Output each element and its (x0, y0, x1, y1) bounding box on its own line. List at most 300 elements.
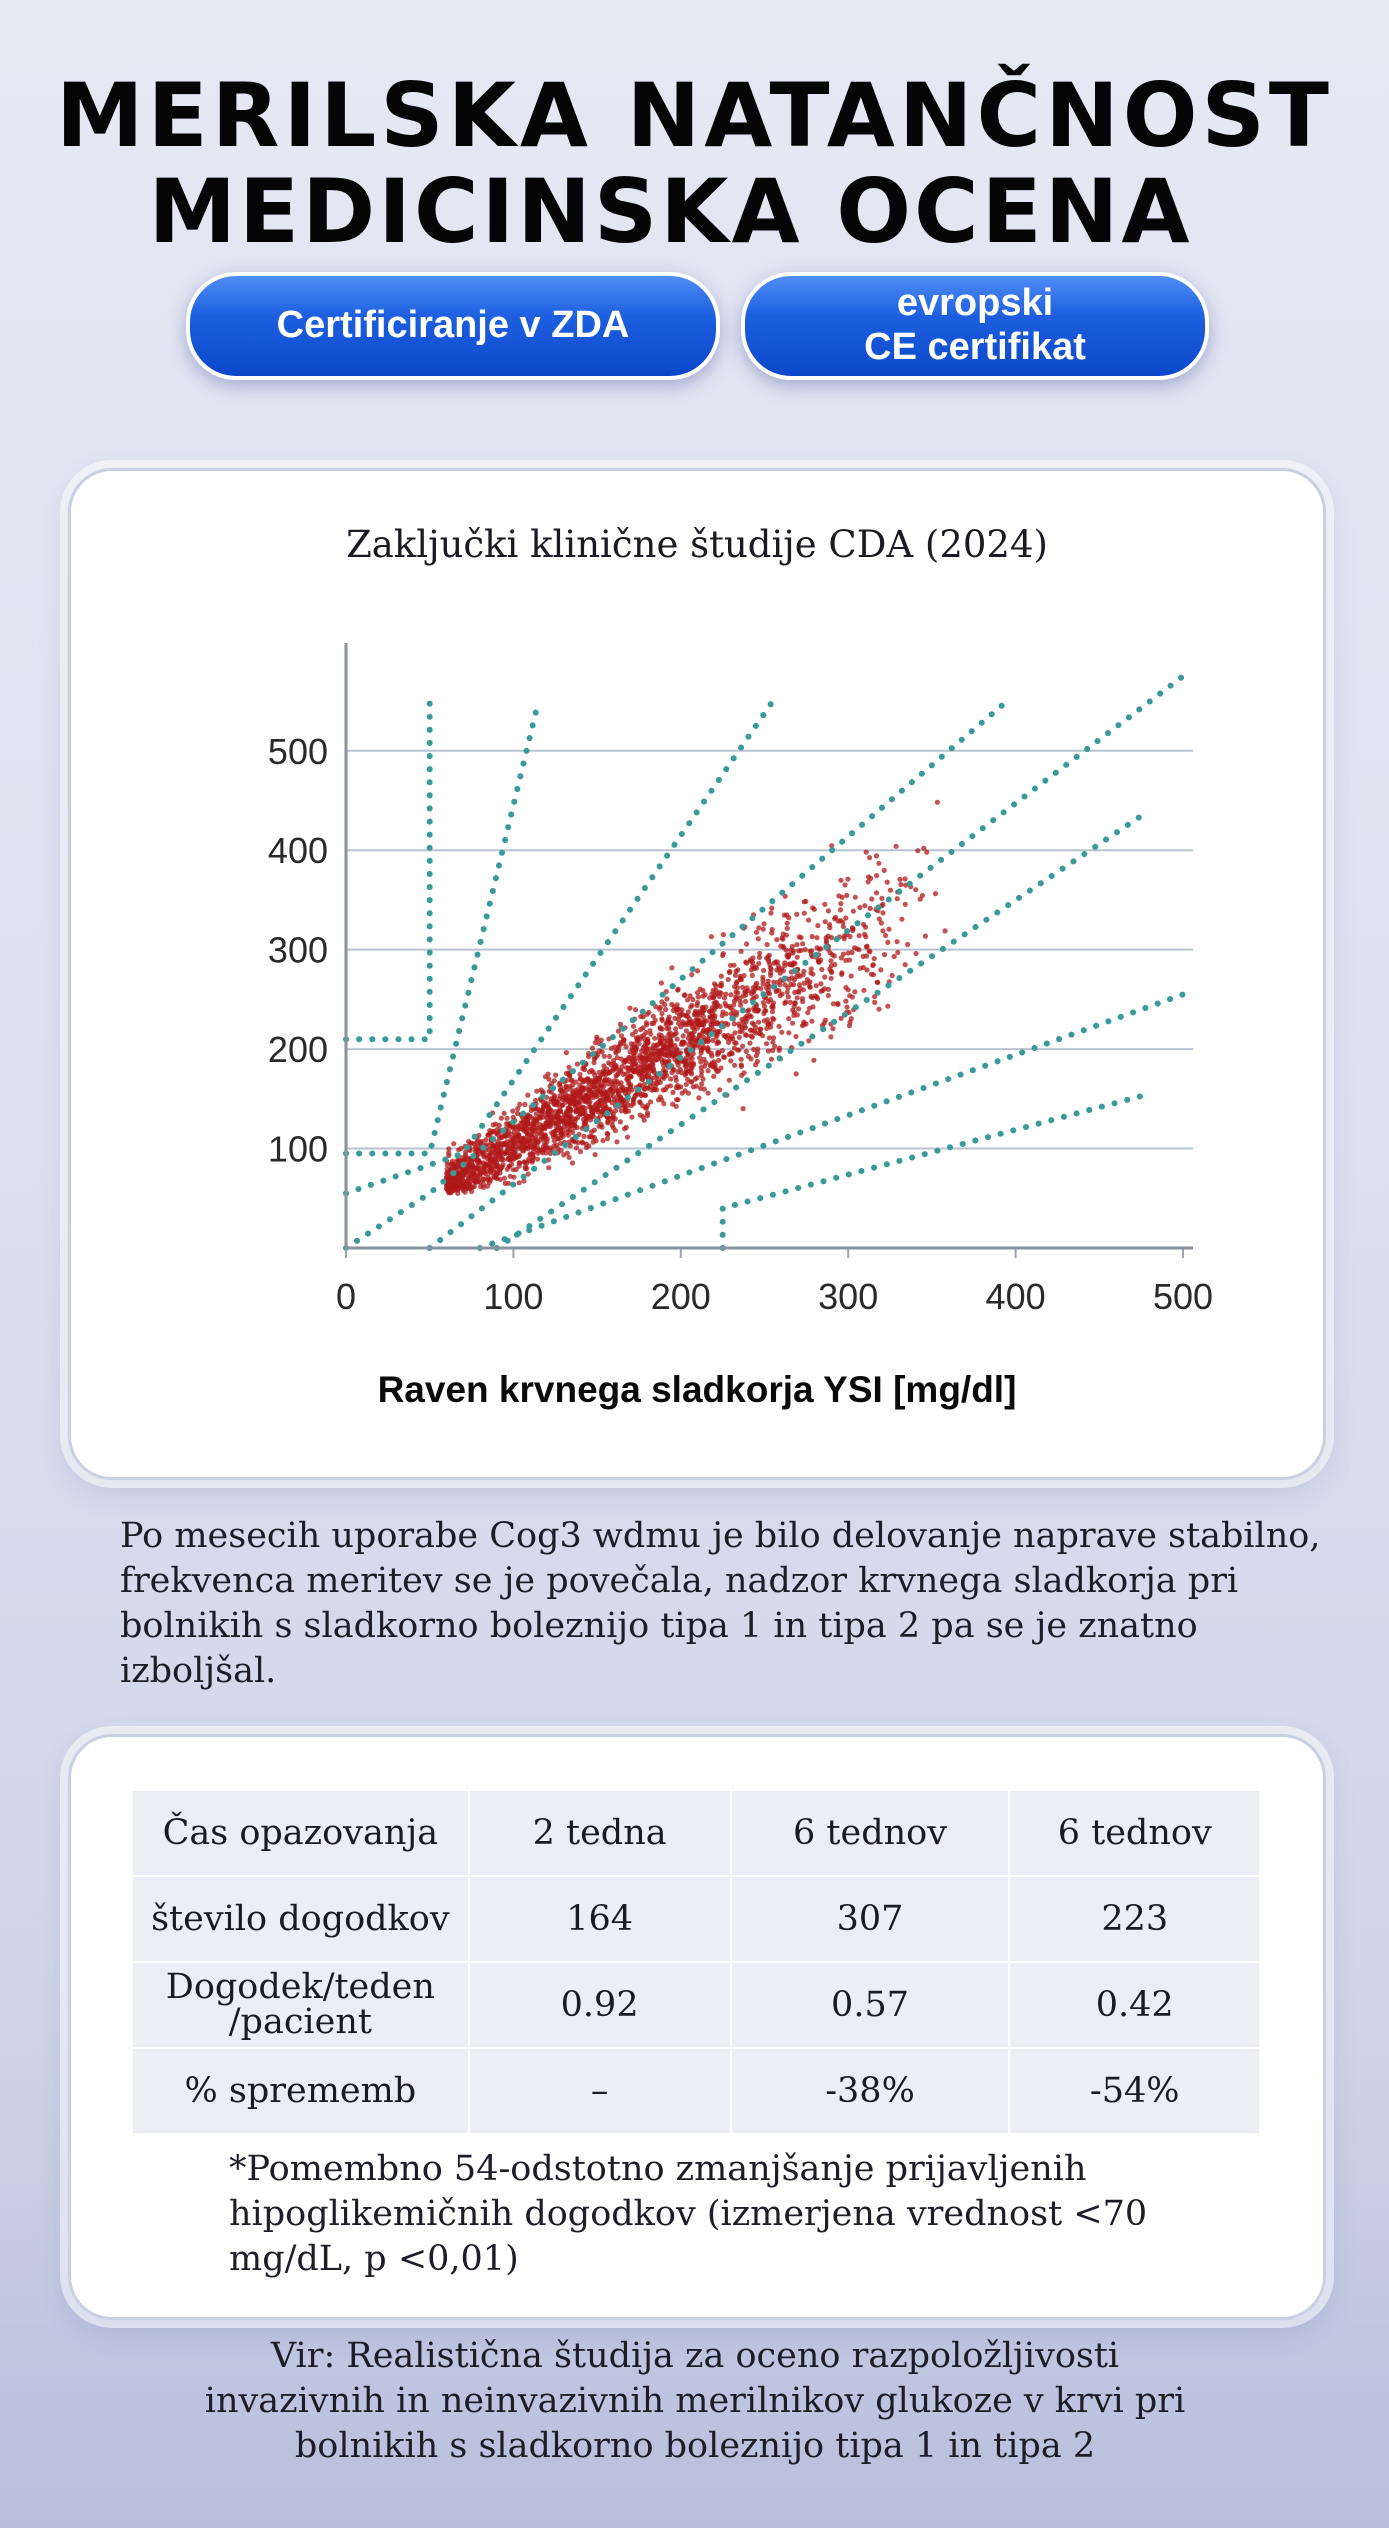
data-point (765, 982, 770, 987)
data-point (810, 972, 815, 977)
data-point (826, 934, 831, 939)
data-point (535, 1157, 540, 1162)
data-point (839, 972, 844, 977)
data-point (674, 1048, 679, 1053)
data-point (743, 960, 748, 965)
data-point (829, 969, 834, 974)
data-point (602, 1054, 607, 1059)
data-point (844, 893, 849, 898)
data-point (674, 1078, 679, 1083)
data-point (590, 1046, 595, 1051)
data-point (546, 1072, 551, 1077)
data-point (626, 1082, 631, 1087)
data-point (644, 1074, 649, 1079)
data-point (739, 949, 744, 954)
data-point (601, 1071, 606, 1076)
data-point (788, 948, 793, 953)
data-point (462, 1190, 467, 1195)
data-point (711, 988, 716, 993)
data-point (468, 1140, 473, 1145)
data-point (596, 1124, 601, 1129)
data-point (732, 984, 737, 989)
data-point (852, 989, 857, 994)
data-point (865, 944, 870, 949)
data-point (480, 1165, 485, 1170)
data-point (611, 1061, 616, 1066)
data-point (568, 1084, 573, 1089)
data-point (835, 1002, 840, 1007)
data-point (689, 1071, 694, 1076)
data-point (828, 958, 833, 963)
data-point (765, 942, 770, 947)
data-point (522, 1102, 527, 1107)
data-point (744, 1049, 749, 1054)
data-point (598, 1113, 603, 1118)
table-cell: 0.92 (469, 1962, 731, 2048)
data-point (518, 1120, 523, 1125)
data-point (625, 1135, 630, 1140)
data-point (697, 1055, 702, 1060)
data-point (756, 925, 761, 930)
data-point (792, 990, 797, 995)
data-point (657, 1050, 662, 1055)
ce-certification-badge: evropski CE certifikat (741, 272, 1209, 380)
data-point (768, 911, 773, 916)
row-header-cell: Dogodek/teden /pacient (132, 1962, 469, 2048)
data-point (502, 1141, 507, 1146)
data-point (537, 1130, 542, 1135)
data-point (796, 1006, 801, 1011)
data-point (591, 1084, 596, 1089)
data-point (622, 1126, 627, 1131)
data-point (555, 1136, 560, 1141)
data-point (716, 1058, 721, 1063)
y-tick-label: 200 (267, 1029, 328, 1071)
data-point (858, 966, 863, 971)
data-point (798, 948, 803, 953)
data-point (783, 999, 788, 1004)
zone-boundary-line (346, 701, 539, 1154)
data-point (487, 1143, 492, 1148)
data-point (525, 1146, 530, 1151)
data-point (733, 969, 738, 974)
data-point (700, 1005, 705, 1010)
data-point (701, 1022, 706, 1027)
chart-x-axis-label: Raven krvnega sladkorja YSI [mg/dl] (377, 1369, 1017, 1410)
data-point (527, 1127, 532, 1132)
data-point (487, 1154, 492, 1159)
data-point (879, 896, 884, 901)
data-point (876, 861, 881, 866)
data-point (659, 999, 664, 1004)
data-point (696, 1022, 701, 1027)
data-point (456, 1158, 461, 1163)
data-point (740, 985, 745, 990)
data-point (699, 1065, 704, 1070)
data-point (558, 1088, 563, 1093)
data-point (648, 1099, 653, 1104)
title-line-2: MEDICINSKA OCENA (148, 160, 1193, 263)
data-point (578, 1149, 583, 1154)
data-point (771, 1035, 776, 1040)
data-point (607, 1054, 612, 1059)
data-point (668, 1076, 673, 1081)
data-point (570, 1160, 575, 1165)
table-cell: 6 tednov (731, 1790, 1010, 1876)
data-point (789, 975, 794, 980)
data-point (552, 1093, 557, 1098)
data-point (913, 887, 918, 892)
data-point (818, 981, 823, 986)
data-point (751, 1047, 756, 1052)
data-point (786, 1016, 791, 1021)
x-tick-label: 0 (335, 1276, 357, 1317)
data-point (653, 1058, 658, 1063)
data-point (777, 1048, 782, 1053)
data-point (525, 1093, 530, 1098)
data-point (727, 1078, 732, 1083)
data-point (822, 986, 827, 991)
data-point (870, 963, 875, 968)
data-point (895, 896, 900, 901)
data-point (578, 1076, 583, 1081)
data-point (761, 968, 766, 973)
data-point (523, 1166, 528, 1171)
data-point (452, 1165, 457, 1170)
data-point (898, 882, 903, 887)
data-point (587, 1114, 592, 1119)
data-point (658, 1005, 663, 1010)
data-point (780, 991, 785, 996)
data-point (885, 880, 890, 885)
data-point (678, 1024, 683, 1029)
data-point (666, 1058, 671, 1063)
data-point (676, 1017, 681, 1022)
data-point (634, 1068, 639, 1073)
data-point (567, 1115, 572, 1120)
data-point (807, 979, 812, 984)
data-point (641, 1025, 646, 1030)
data-point (808, 949, 813, 954)
data-point (800, 941, 805, 946)
data-point (810, 934, 815, 939)
table-cell: 307 (731, 1876, 1010, 1962)
data-point (774, 937, 779, 942)
data-point (590, 1092, 595, 1097)
row-header-cell: število dogodkov (132, 1876, 469, 1962)
data-point (611, 1068, 616, 1073)
data-point (662, 1072, 667, 1077)
data-point (867, 855, 872, 860)
data-point (555, 1113, 560, 1118)
data-point (739, 1057, 744, 1062)
data-point (903, 876, 908, 881)
data-point (814, 983, 819, 988)
data-point (885, 1004, 890, 1009)
data-point (569, 1078, 574, 1083)
data-point (495, 1148, 500, 1153)
table-cell: 2 tedna (469, 1790, 731, 1876)
data-point (875, 980, 880, 985)
data-point (508, 1132, 513, 1137)
data-point (581, 1134, 586, 1139)
data-point (754, 994, 759, 999)
data-point (750, 955, 755, 960)
data-point (766, 959, 771, 964)
data-point (880, 928, 885, 933)
data-point (866, 874, 871, 879)
data-point (756, 936, 761, 941)
data-point (756, 1020, 761, 1025)
data-point (731, 1002, 736, 1007)
data-point (918, 897, 923, 902)
data-point (642, 1118, 647, 1123)
data-point (795, 995, 800, 1000)
data-point (815, 923, 820, 928)
data-point (852, 945, 857, 950)
data-point (674, 1104, 679, 1109)
data-point (646, 1010, 651, 1015)
data-point (544, 1115, 549, 1120)
data-point (685, 1052, 690, 1057)
data-point (817, 947, 822, 952)
data-point (574, 1145, 579, 1150)
data-point (605, 1136, 610, 1141)
data-point (508, 1174, 513, 1179)
data-point (545, 1139, 550, 1144)
data-point (874, 890, 879, 895)
chart-title: Zaključki klinične študije CDA (2024) (346, 523, 1048, 566)
data-point (616, 1044, 621, 1049)
data-point (883, 933, 888, 938)
data-point (775, 980, 780, 985)
data-point (676, 1007, 681, 1012)
data-point (754, 930, 759, 935)
data-point (500, 1162, 505, 1167)
data-point (845, 877, 850, 882)
data-point (601, 1079, 606, 1084)
data-point (829, 976, 834, 981)
data-point (843, 999, 848, 1004)
data-point (638, 1113, 643, 1118)
data-point (711, 995, 716, 1000)
source-citation: Vir: Realistična študija za oceno razpoložljivosti invazivnih in neinvazivnih merilnikov glukoze v krvi pri bolnikih s sladkorno boleznijo tipa 1 in tipa 2 (204, 2336, 1186, 2466)
data-point (864, 967, 869, 972)
data-point (822, 974, 827, 979)
data-point (708, 1062, 713, 1067)
data-point (808, 985, 813, 990)
data-point (560, 1103, 565, 1108)
data-point (797, 934, 802, 939)
data-point (744, 1033, 749, 1038)
data-point (752, 1029, 757, 1034)
data-point (711, 1074, 716, 1079)
data-point (627, 1073, 632, 1078)
data-point (553, 1073, 558, 1078)
data-point (592, 1135, 597, 1140)
data-point (578, 1092, 583, 1097)
data-point (727, 969, 732, 974)
data-point (783, 982, 788, 987)
data-point (659, 1011, 664, 1016)
data-point (499, 1116, 504, 1121)
data-point (472, 1177, 477, 1182)
x-tick-label: 200 (650, 1276, 711, 1317)
data-point (511, 1125, 516, 1130)
data-point (728, 1058, 733, 1063)
events-table (131, 1789, 1261, 2135)
data-point (491, 1129, 496, 1134)
data-point (701, 1045, 706, 1050)
data-point (844, 1005, 849, 1010)
data-point (816, 959, 821, 964)
data-point (935, 800, 940, 805)
data-point (742, 1070, 747, 1075)
data-point (933, 891, 938, 896)
data-point (850, 925, 855, 930)
data-point (770, 1003, 775, 1008)
data-point (461, 1173, 466, 1178)
data-point (664, 1045, 669, 1050)
data-point (895, 950, 900, 955)
data-point (600, 1049, 605, 1054)
data-point (721, 951, 726, 956)
data-point (696, 994, 701, 999)
data-point (726, 977, 731, 982)
data-point (800, 1023, 805, 1028)
data-point (785, 955, 790, 960)
data-point (829, 963, 834, 968)
title-line-1: MERILSKA NATANČNOST (56, 64, 1333, 167)
data-point (483, 1137, 488, 1142)
data-point (923, 934, 928, 939)
data-point (552, 1078, 557, 1083)
data-point (838, 907, 843, 912)
data-point (760, 1033, 765, 1038)
data-point (779, 1030, 784, 1035)
data-point (566, 1106, 571, 1111)
data-point (654, 1087, 659, 1092)
data-point (592, 1073, 597, 1078)
data-point (785, 926, 790, 931)
data-point (508, 1140, 513, 1145)
data-point (668, 1034, 673, 1039)
data-point (493, 1157, 498, 1162)
data-point (451, 1141, 456, 1146)
data-point (670, 1090, 675, 1095)
data-point (862, 903, 867, 908)
x-tick-label: 400 (985, 1276, 1046, 1317)
data-point (841, 924, 846, 929)
data-point (639, 1073, 644, 1078)
row-header-cell: % sprememb (132, 2048, 469, 2134)
data-point (643, 1069, 648, 1074)
data-point (737, 1035, 742, 1040)
data-point (717, 1029, 722, 1034)
data-point (698, 1086, 703, 1091)
y-tick-label: 400 (267, 830, 328, 872)
data-point (580, 1105, 585, 1110)
data-point (832, 916, 837, 921)
data-point (456, 1180, 461, 1185)
data-point (604, 1105, 609, 1110)
data-point (732, 1021, 737, 1026)
data-point (640, 1055, 645, 1060)
data-point (475, 1160, 480, 1165)
data-point (514, 1167, 519, 1172)
data-point (481, 1185, 486, 1190)
data-point (861, 954, 866, 959)
data-point (814, 935, 819, 940)
data-point (659, 1033, 664, 1038)
data-point (619, 1056, 624, 1061)
data-point (606, 1060, 611, 1065)
data-point (501, 1151, 506, 1156)
data-point (895, 939, 900, 944)
data-point (831, 1001, 836, 1006)
table-cell: 0.57 (731, 1962, 1010, 2048)
data-point (693, 1039, 698, 1044)
data-point (719, 983, 724, 988)
data-point (719, 991, 724, 996)
data-point (740, 1044, 745, 1049)
data-point (485, 1177, 490, 1182)
data-point (688, 993, 693, 998)
data-point (642, 1061, 647, 1066)
data-point (720, 1048, 725, 1053)
data-point (716, 1040, 721, 1045)
data-point (591, 1060, 596, 1065)
data-point (659, 980, 664, 985)
data-point (633, 1007, 638, 1012)
data-point (586, 1078, 591, 1083)
data-point (446, 1146, 451, 1151)
data-point (743, 989, 748, 994)
data-point (850, 994, 855, 999)
data-point (787, 962, 792, 967)
data-point (552, 1102, 557, 1107)
data-point (786, 994, 791, 999)
data-point (532, 1142, 537, 1147)
data-point (663, 1007, 668, 1012)
data-point (702, 1057, 707, 1062)
data-point (645, 1110, 650, 1115)
data-point (689, 972, 694, 977)
data-point (473, 1148, 478, 1153)
data-point (700, 1030, 705, 1035)
data-point (766, 954, 771, 959)
data-point (485, 1162, 490, 1167)
data-point (676, 1069, 681, 1074)
data-point (504, 1116, 509, 1121)
data-point (605, 1119, 610, 1124)
data-point (472, 1172, 477, 1177)
data-point (851, 909, 856, 914)
data-point (786, 1030, 791, 1035)
data-point (732, 1030, 737, 1035)
data-point (733, 989, 738, 994)
data-point (542, 1133, 547, 1138)
table-cell: 164 (469, 1876, 731, 1962)
data-point (890, 973, 895, 978)
x-tick-label: 100 (483, 1276, 544, 1317)
data-point (732, 1063, 737, 1068)
data-point (794, 1071, 799, 1076)
data-point (581, 1117, 586, 1122)
data-point (827, 925, 832, 930)
data-point (878, 967, 883, 972)
data-point (533, 1098, 538, 1103)
